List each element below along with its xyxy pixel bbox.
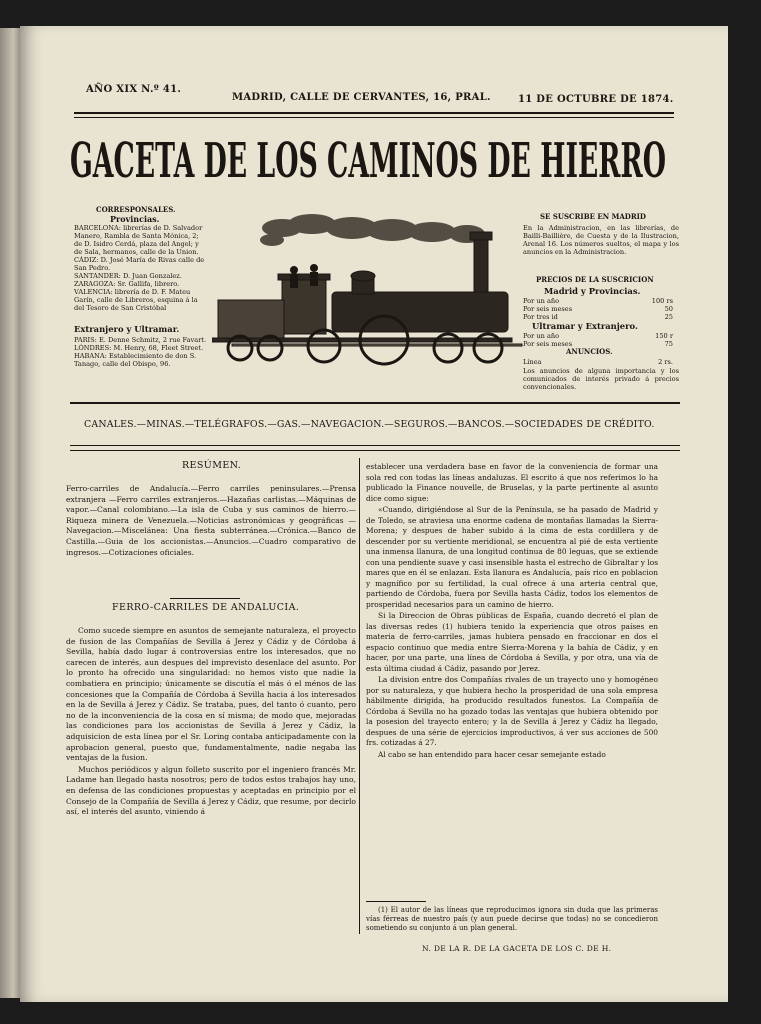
ads-line: Línea 2 rs. [523, 358, 673, 366]
footnote-rule [366, 901, 426, 902]
abroad-heading: Extranjero y Ultramar. [74, 324, 180, 334]
correspondent-entry: VALENCIA: librería de D. F. Mateu Garín, calle de Libreros, esquina á la del Tesoro de San Cristóbal [74, 288, 198, 312]
topics-rule-top [70, 402, 680, 404]
topics-rule-bottom [70, 445, 680, 446]
correspondent-entry: LÓNDRES: M. Henry, 68, Fleet Street. [74, 344, 204, 352]
correspondent-entry: SANTANDER: D. Juan Gonzalez. [74, 272, 182, 280]
provinces-heading: Provincias. [110, 214, 160, 224]
column-divider [359, 458, 360, 934]
prices-heading: PRECIOS DE LA SUSCRICION [536, 275, 654, 284]
correspondent-entry: HABANA: Establecimiento de don S. Tanago, calle del Obispo, 96. [74, 352, 197, 368]
article-paragraph: Como sucede siempre en asuntos de semejante naturaleza, el proyecto de fusion de las Compañías de Sevilla á Jerez y Cádiz y de Córdoba á Sevilla, había dado lugar á controversias entre los interesados, que no carecen de interés, aun despues del imprevisto desenlace del asunto. Por lo pronto ha ofrecido una singularidad: no hemos visto que nadie la combatiera en principio; únicamente se discutía el más ó el ménos de las concesiones que la Compañía de Córdoba á Sevilla hacia á los interesados en la de Sevilla á Jerez y Cádiz. Se trataba, pues, del tanto ó cuanto, pero no de la inconveniencia de la cosa en sí misma; de modo que, mejoradas las condiciones para los accionistas de Sevilla á Jerez y Cádiz, la adquisicion de esta línea por el Sr. Loring contaba anticipadamente con la aprobacion general, puesto que, fundamentalmente, nadie negaba las ventajas de la fusion. [66, 626, 356, 763]
article-paragraph: establecer una verdadera base en favor de la conveniencia de formar una sola red con todas las líneas andaluzas. El escrito á que nos referimos lo ha publicado la Finance nouvelle, de Bruselas, y la parte pertinente al asunto dice como sigue: [366, 462, 658, 503]
footnote [366, 906, 658, 934]
article-paragraph: Muchos periódicos y algun folleto suscrito por el ingeniero francés Mr. Ladame han llegado hasta nosotros; pero de todos estos trabajos hay uno, en defensa de las condiciones propuestas y aceptadas en principio por el Consejo de la Compañía de Sevilla á Jerez y Cádiz, que resume, por decirlo así, el interés del asunto, viniendo á [66, 764, 356, 817]
price-row: Por un año 150 r [523, 332, 673, 340]
price-row: Por seis meses 50 [523, 305, 673, 313]
correspondent-entry: CÁDIZ: D. José María de Rivas calle de San Pedro. [74, 256, 205, 272]
article-heading: FERRO-CARRILES DE ANDALUCIA. [112, 602, 300, 613]
article-paragraph: La division entre dos Compañías rivales de un trayecto uno y homogéneo por su naturaleza, y que hubiera hecho la prosperidad de una sola empresa hábilmente dirigida, ha producido resultados funestos. La Compañía de Córdoba á Sevilla no ha gozado todas las ventajas que hubiera obtenido por la posesion del trayecto entero; y la de Sevilla á Jerez y Cádiz ha llegado, despues de una série de ejercicios improductivos, á ver sus acciones de 500 frs. cotizadas á 27. [366, 675, 658, 747]
provinces-list [74, 224, 208, 312]
price-row: Por seis meses 75 [523, 340, 673, 348]
madrid-prices [523, 297, 673, 321]
correspondents-heading: CORRESPONSALES. [96, 205, 176, 214]
top-rule [74, 112, 674, 114]
footnote-signature: N. DE LA R. DE LA GACETA DE LOS C. DE H. [422, 944, 612, 953]
newspaper-title: GACETA DE LOS CAMINOS DE HIERRO [70, 133, 666, 189]
correspondent-entry: PARIS: E. Denne Schmitz, 2 rue Favart. [74, 336, 207, 344]
locomotive-illustration [212, 208, 524, 376]
price-row: Por tres id 25 [523, 313, 673, 321]
ultramar-prices [523, 332, 673, 348]
top-rule-thin [74, 117, 674, 118]
correspondent-entry: BARCELONA: librerías de D. Salvador Manero, Rambla de Santa Mónica, 2; de D. Isidro Cerdá, plaza del Angel; y de Sala, hermanos, calle de la Union. [74, 224, 203, 256]
article-paragraph: «Cuando, dirigiéndose al Sur de la Península, se ha pasado de Madrid y de Toledo, se atraviesa una enorme cadena de montañas llamadas la Sierra-Morena; y despues de haber subido á la cima de esta cordillera y de descender por su vertiente meridional, se encuentra al pié de esta vertiente una inmensa llanura, de una longitud continua de 80 leguas, que se extiende con una pendiente suave y casi insensible hasta el estrecho de Gibraltar y los mares que en él se enlazan. Esta llanura es Andalucía, país rico en poblacion y magnífico por su fertilidad, la cual ofrece á una arteria central que, partiendo de Córdoba, fuera por Sevilla hasta Cádiz, todos los elementos de prosperidad necesarios para un camino de hierro. [366, 505, 658, 609]
resumen-text: Ferro-carriles de Andalucía.—Ferro carriles peninsulares.—Prensa extranjera —Ferro carriles extranjeros.—Hazañas carlistas.—Máquinas de vapor.—Canal colombiano.—La isla de Cuba y sus caminos de hierro.—Riqueza minera de Venezuela.—Noticias astronómicas y geográficas —Navegacion.—Miscelánea: Una fiesta subterránea.—Crónica.—Banco de Castilla.—Guia de los accionistas.—Anuncios.—Cuadro comparativo de ingresos.—Cotizaciones oficiales. [66, 484, 356, 557]
article-left-column [66, 626, 356, 819]
resumen-divider [170, 598, 240, 599]
article-paragraph: Si la Direccion de Obras públicas de España, cuando decretó el plan de las diversas redes (1) hubiera tenido la experiencia que otros países en materia de ferro-carriles, jamas hubiera pensado en fraccionar en dos el espacio continuo que media entre Sierra-Morena y la bahía de Cádiz, y en hacer, por una parte, una línea de Córdoba á Sevilla, y por otra, una vía de esta última ciudad á Cádiz, pasando por Jerez. [366, 611, 658, 673]
article-right-column [366, 462, 658, 761]
ads-heading: ANUNCIOS. [566, 347, 613, 356]
resumen-heading: RESÚMEN. [182, 460, 242, 471]
subscribe-text: En la Administracion, en las librerías, de Bailli-Baillière, de Cuesta y de la Ilustracion, Arenal 16. Los números sueltos, el mapa y los anuncios en la Administracion. [523, 224, 679, 256]
subscribe-heading: SE SUSCRIBE EN MADRID [540, 212, 646, 221]
newspaper-page [20, 26, 728, 1002]
article-paragraph: Al cabo se han entendido para hacer cesar semejante estado [378, 749, 606, 759]
ads-text: Los anuncios de alguna importancia y los comunicados de interés privado á precios convencionales. [523, 367, 679, 391]
abroad-list [74, 336, 208, 368]
issue-date: 11 DE OCTUBRE DE 1874. [518, 94, 674, 105]
ultramar-heading: Ultramar y Extranjero. [532, 321, 638, 331]
issue-number: AÑO XIX N.º 41. [86, 84, 182, 95]
madrid-heading: Madrid y Provincias. [544, 286, 641, 296]
topics-line: CANALES.—MINAS.—TELÉGRAFOS.—GAS.—NAVEGACION.—SEGUROS.—BANCOS.—SOCIEDADES DE CRÉDITO. [84, 419, 655, 430]
footnote-text: (1) El autor de las líneas que reproducimos ignora sin duda que las primeras vías férreas de nuestro país (y aun puede decirse que todas) no se concedieron sometiendo su conjunto á un plan general. [366, 906, 658, 932]
price-row: Por un año 100 rs [523, 297, 673, 305]
smoke-plume [260, 214, 485, 246]
topics-rule-bottom-2 [70, 450, 680, 451]
address: MADRID, CALLE DE CERVANTES, 16, PRAL. [232, 92, 491, 103]
locomotive [212, 232, 522, 346]
correspondent-entry: ZARAGOZA: Sr. Gallifa, librero. [74, 280, 180, 288]
